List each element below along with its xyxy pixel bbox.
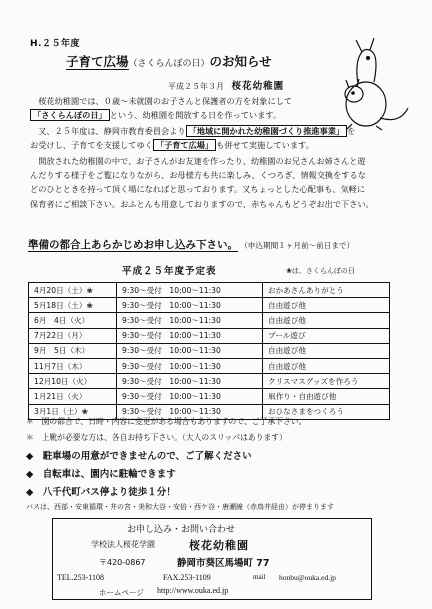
page-title	[66, 52, 272, 70]
intro-line: 桜花幼稚園では、０歳～未就園のお子さんと保護者の方を対象にして	[38, 96, 293, 106]
schedule-event: 自由遊び他	[263, 313, 390, 328]
title-main: 子育て広場	[66, 54, 129, 69]
note-bus-lines: バスは、西部・安東循環・井の宮・美和大谷・安倍・西ケ谷・唐瀬線（赤鳥井経由）が停まります	[26, 503, 334, 511]
schedule-date: 11月7日（木）	[29, 358, 117, 373]
kosodate-hiroba-label: 「子育て広場」	[153, 139, 216, 151]
intro-text: を	[347, 126, 356, 136]
schedule-event: 自由遊び他	[263, 298, 390, 313]
table-row	[29, 313, 390, 328]
address: 静岡市葵区馬場町 77	[177, 558, 270, 569]
mail-label: mail	[253, 573, 266, 581]
intro-line	[30, 124, 382, 138]
telephone: TEL.253-1108	[57, 573, 105, 582]
intro-line: 開放された幼稚園の中で、お子さんがお友達を作ったり、幼稚園のお兄さんお姉さんと遊	[38, 156, 366, 166]
reservation-notice	[28, 237, 354, 252]
contact-kindergarten-name: 桜花幼稚園	[189, 539, 249, 552]
schedule-time: 9:30～受付 10:00～11:30	[117, 313, 263, 328]
schedule-event: 自由遊び他	[263, 358, 390, 373]
schedule-title: 平成２５年度予定表	[122, 266, 217, 277]
schedule-time: 9:30～受付 10:00～11:30	[117, 328, 263, 343]
schedule-date: 4月20日（土）❀	[29, 283, 117, 298]
note-schedule-change: ＊ 園の都合で、日時・内容に変更がある場合もありますので、ご了承下さい。	[26, 417, 307, 426]
table-row	[29, 298, 390, 313]
issue-date: 平成２５年３月	[168, 82, 224, 91]
schedule-event: 自由遊び他	[263, 343, 390, 358]
reservation-period: （申込期間１ヶ月前～前日まで）	[244, 241, 355, 250]
schedule-date: 7月22日（月）	[29, 328, 117, 343]
schedule-event: 凧作り・自由遊び他	[263, 389, 390, 404]
schedule-event: おかあさんありがとう	[263, 283, 390, 298]
schedule-event: クリスマスグッズを作ろう	[263, 374, 390, 389]
note-no-parking: ◆ 駐車場の用意ができませんので、ご了解ください	[26, 451, 252, 462]
homepage-url[interactable]: http://www.ouka.ed.jp	[157, 586, 229, 595]
fax: FAX.253-1109	[163, 573, 211, 582]
schedule-time: 9:30～受付 10:00～11:30	[117, 343, 263, 358]
schedule-date: 5月18日（土）❀	[29, 298, 117, 313]
schedule-legend: ❀は、さくらんぼの日	[286, 267, 355, 275]
intro-text: も併せて実施しています。	[216, 140, 314, 151]
schedule-time: 9:30～受付 10:00～11:30	[117, 374, 263, 389]
intro-text: 又、２５年度は、静岡市教育委員会より	[38, 126, 186, 136]
schedule-time: 9:30～受付 10:00～11:30	[117, 389, 263, 404]
table-row	[29, 343, 390, 358]
issue-date-line	[168, 78, 284, 92]
reservation-notice-main: 準備の都合上あらかじめお申し込み下さい。	[28, 239, 238, 251]
intro-line: んだりする様子をご覧になりながら、お母様方も共に楽しみ、くつろぎ、情報交換をするな	[30, 170, 366, 181]
note-indoor-shoes: ＊ 上靴が必要な方は、各自お持ち下さい。（大人のスリッパはあります）	[26, 433, 287, 442]
postal-code: 〒420-0867	[99, 558, 146, 567]
intro-text: お受けし、子育てを支援してゆく	[30, 140, 153, 151]
contact-heading: お申し込み・お問い合わせ	[127, 525, 236, 535]
kindergarten-name: 桜花幼稚園	[231, 81, 285, 92]
schedule-date: 9月 5日（木）	[29, 343, 117, 358]
table-row	[29, 358, 390, 373]
schedule-event: プール遊び	[263, 328, 390, 343]
school-corporation: 学校法人桜花学園	[91, 540, 155, 549]
title-suffix: のお知らせ	[209, 54, 272, 69]
fiscal-year: H.２５年度	[30, 39, 80, 49]
schedule-time: 9:30～受付 10:00～11:30	[117, 404, 263, 419]
schedule-date: 3月1日（土）❀	[29, 404, 117, 419]
homepage-label: ホームページ	[99, 588, 144, 597]
intro-line: どのひとときを持って頂く場になればと思っております。又ちょっとした心配事も、気軽に	[30, 184, 366, 195]
promotion-program-label: 「地域に開かれた幼稚園づくり推進事業」	[186, 125, 348, 137]
schedule-date: 6月 4日（火）	[29, 313, 117, 328]
email-address[interactable]: honbu@ouka.ed.jp	[279, 573, 336, 582]
intro-paragraph-2	[30, 124, 382, 152]
schedule-time: 9:30～受付 10:00～11:30	[117, 298, 263, 313]
table-row	[29, 374, 390, 389]
contact-box	[52, 518, 372, 600]
schedule-table	[28, 282, 390, 420]
intro-paragraph-1	[30, 94, 382, 122]
schedule-event: おひなさまをつくろう	[263, 404, 390, 419]
intro-line: 保育者にご相談下さい。おふとんも用意しておりますので、赤ちゃんもどうぞお出で下さい。	[30, 198, 374, 209]
table-row	[29, 283, 390, 298]
table-row	[29, 389, 390, 404]
schedule-date: 12月10日（火）	[29, 374, 117, 389]
intro-text: という、幼稚園を開放する日を作っています。	[109, 110, 281, 121]
schedule-date: 1月21日（火）	[29, 389, 117, 404]
schedule-time: 9:30～受付 10:00～11:30	[117, 358, 263, 373]
note-bicycle-parking: ◆ 自転車は、園内に駐輪できます	[26, 469, 176, 480]
title-sub: （さくらんぼの日）	[128, 59, 210, 69]
schedule-time: 9:30～受付 10:00～11:30	[117, 283, 263, 298]
intro-paragraph-3	[30, 154, 382, 211]
table-row	[29, 328, 390, 343]
note-bus-stop: ◆ 八千代町バス停より徒歩１分！	[26, 487, 176, 498]
intro-line	[30, 138, 382, 152]
sakuranbo-day-label: 「さくらんぼの日」	[30, 109, 110, 121]
intro-line	[30, 108, 382, 122]
